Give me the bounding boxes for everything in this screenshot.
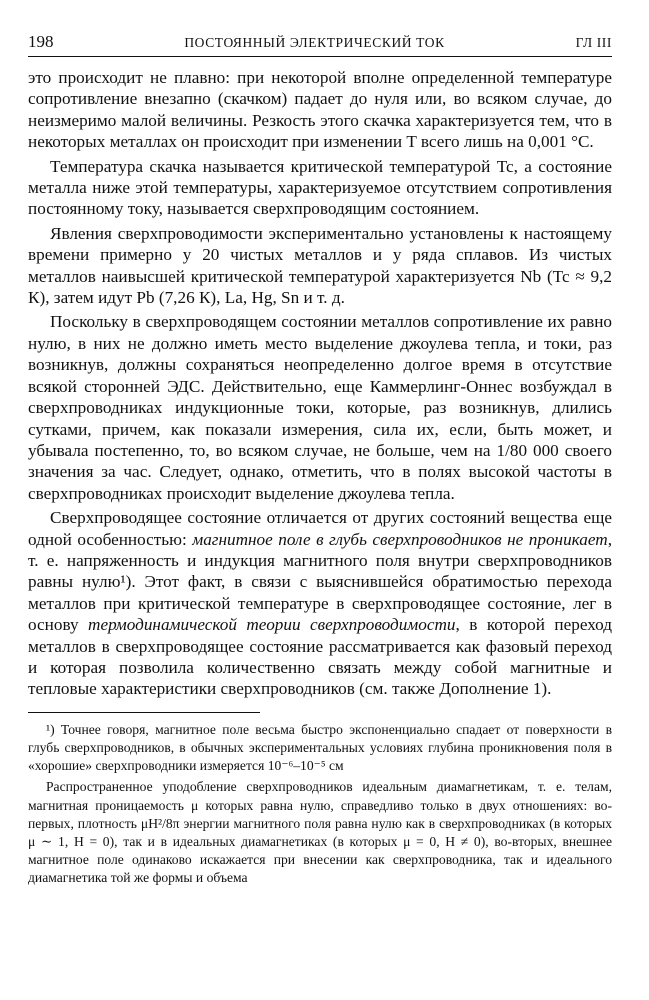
- page-header: [28, 32, 612, 57]
- paragraph-4: Поскольку в сверхпроводящем состоянии металлов сопротивление их равно нулю, в них не должно иметь место выделение джоулева тепла, и токи, раз возникнув, должны сохраняться неопределенно долгое время в отсутствие всякой сторонней ЭДС. Действительно, еще Каммерлинг-Оннес возбуждал в сверхпроводниках индукционные токи, которые, раз возникнув, длились сутками, причем, как показали измерения, сила их, если, быть может, и убывала постепенно, то, во всяком случае, не больше, чем на 1/80 000 своего значения за час. Следует, однако, отметить, что в полях высокой частоты в сверхпроводниках происходит выделение джоулева тепла.: [28, 312, 612, 503]
- footnote-1: ¹) Точнее говоря, магнитное поле весьма быстро экспоненциально спадает от поверхности в глубь сверхпроводников, в обычных экспериментальных условиях глубина проникновения поля в «хорошие» сверхпроводники измеряется 10⁻⁶–10⁻⁵ см: [28, 721, 612, 774]
- running-title: ПОСТОЯННЫЙ ЭЛЕКТРИЧЕСКИЙ ТОК: [184, 35, 445, 50]
- italic-phrase-field-not-penetrating: магнитное поле в глубь сверхпроводников не проникает: [192, 529, 608, 549]
- paragraph-5-part-3: , в которой переход металлов в сверхпроводящее состояние рассматривается как фазовый переход и которая позволила количественно связать между собой магнитные и тепловые характеристики сверхпроводников (см. также Дополнение 1).: [28, 615, 612, 699]
- paragraph-1: это происходит не плавно: при некоторой вполне определенной температуре сопротивление внезапно (скачком) падает до нуля или, во всяком случае, до неизмеримо малой величины. Резкость этого скачка характеризуется тем, что в некоторых металлах он происходит при изменении T всего лишь на 0,001 °С.: [28, 68, 612, 152]
- paragraph-3: Явления сверхпроводимости экспериментально установлены к настоящему времени примерно у 20 чистых металлов и у ряда сплавов. Из чистых металлов наивысшей критической температурой характеризуется Nb (Tc ≈ 9,2 К), затем идут Pb (7,26 К), La, Hg, Sn и т. д.: [28, 223, 612, 308]
- chapter-label: ГЛ III: [575, 35, 612, 50]
- footnote-divider: [28, 712, 260, 713]
- footnote-1-continuation: Распространенное уподобление сверхпроводников идеальным диамагнетикам, т. е. телам, магнитная проницаемость μ которых равна нулю, справедливо только в двух отношениях: во-первых, плотность μH²/8π энергии магнитного поля равна нулю как в сверхпроводниках (в которых μ ∼ 1, H = 0), так и в идеальных диамагнетиках (в которых μ = 0, H ≠ 0), во-вторых, внешнее магнитное поле одинаково искажается при внесении как сверхпроводника, так и идеального диамагнетика той же формы и объема: [28, 779, 612, 886]
- page-number: 198: [28, 32, 54, 51]
- italic-phrase-thermodynamic-theory: термодинамической теории сверхпроводимости: [88, 615, 456, 635]
- paragraph-5: [28, 507, 612, 700]
- book-page: [28, 32, 612, 888]
- main-text: [28, 67, 612, 700]
- paragraph-2: Температура скачка называется критической температурой Tc, а состояние металла ниже этой температуры, характеризуемое отсутствием сопротивления постоянному току, называется сверхпроводящим состоянием.: [28, 156, 612, 219]
- paragraph-5-part-1: Сверхпроводящее состояние отличается от других состояний вещества еще одной особенностью:: [28, 508, 612, 549]
- paragraph-5-part-2: , т. е. напряженность и индукция магнитного поля внутри сверхпроводников равны нулю¹). Этот факт, в связи с выяснившейся обратимостью перехода металлов при критической температуре в сверхпроводящее состояние, лег в основу: [28, 529, 612, 635]
- footnotes: [28, 721, 612, 888]
